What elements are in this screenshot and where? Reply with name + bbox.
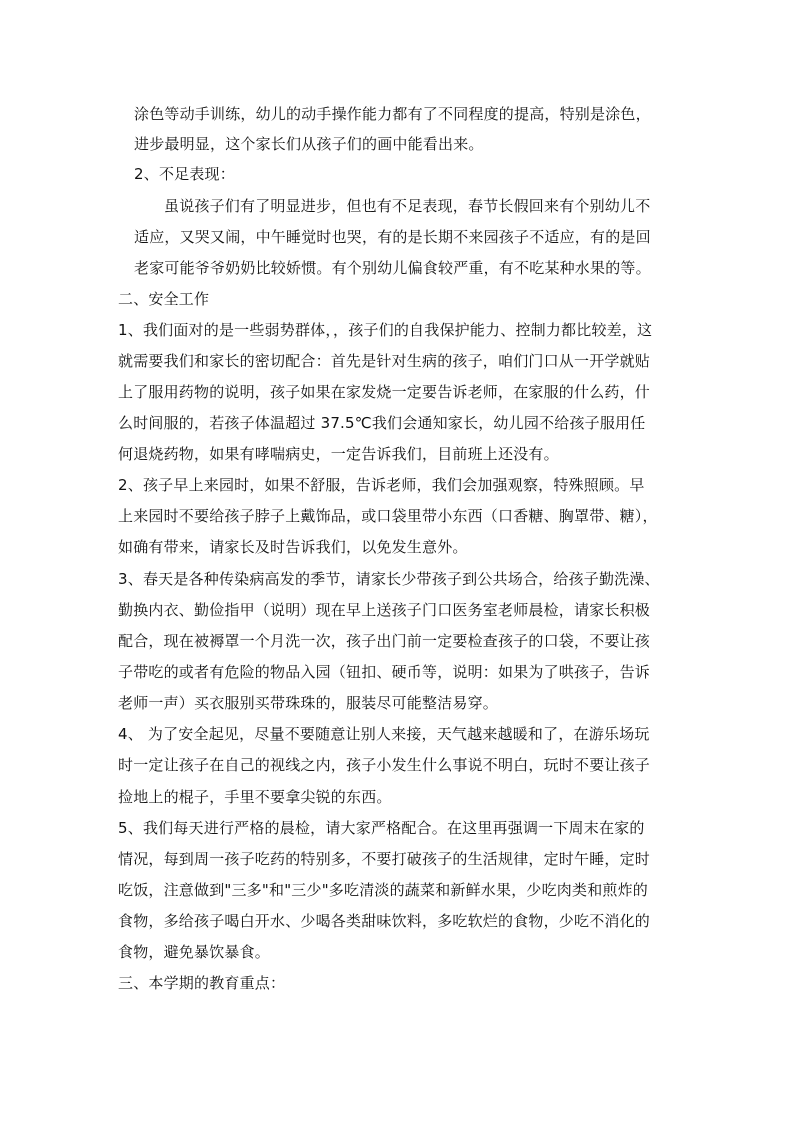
list-item-line: 2、孩子早上来园时，如果不舒服，告诉老师，我们会加强观察，特殊照顾。早 <box>118 476 645 494</box>
list-item-line: 捡地上的棍子，手里不要拿尖锐的东西。 <box>118 788 392 806</box>
paragraph-line: 虽说孩子们有了明显进步，但也有不足表现，春节长假回来有个别幼儿不 <box>164 197 651 215</box>
list-item-line: 如确有带来，请家长及时告诉我们，以免发生意外。 <box>118 538 468 556</box>
list-item-line: 老师一声）买衣服别买带珠珠的，服装尽可能整洁易穿。 <box>118 694 499 712</box>
paragraph-line: 涂色等动手训练，幼儿的动手操作能力都有了不同程度的提高，特别是涂色， <box>134 105 651 123</box>
section-heading-safety: 二、安全工作 <box>118 290 210 308</box>
list-item-line: 么时间服的，若孩子体温超过 37.5℃我们会通知家长，幼儿园不给孩子服用任 <box>118 414 646 432</box>
list-item-line: 食物，多给孩子喝白开水、少喝各类甜味饮料，多吃软烂的食物，少吃不消化的 <box>118 912 651 930</box>
list-item-line: 配合，现在被褥罩一个月洗一次，孩子出门前一定要检查孩子的口袋，不要让孩 <box>118 632 651 650</box>
section-heading-education: 三、本学期的教育重点： <box>118 974 286 992</box>
list-item-line: 勤换内衣、勤俭指甲（说明）现在早上送孩子门口医务室老师晨检，请家长积极 <box>118 601 651 619</box>
list-item-line: 1、我们面对的是一些弱势群体，，孩子们的自我保护能力、控制力都比较差，这 <box>118 321 653 339</box>
list-item-line: 5、我们每天进行严格的晨检，请大家严格配合。在这里再强调一下周末在家的 <box>118 819 645 837</box>
list-item-line: 4、 为了安全起见，尽量不要随意让别人来接，天气越来越暖和了，在游乐场玩 <box>118 725 650 743</box>
list-item-line: 食物，避免暴饮暴食。 <box>118 943 271 961</box>
paragraph-line: 老家可能爷爷奶奶比较娇惯。有个别幼儿偏食较严重，有不吃某种水果的等。 <box>134 259 651 277</box>
list-item-line: 上了服用药物的说明，孩子如果在家发烧一定要告诉老师，在家服的什么药，什 <box>118 383 651 401</box>
paragraph-line: 进步最明显，这个家长们从孩子们的画中能看出来。 <box>134 135 484 153</box>
list-item-line: 吃饭，注意做到"三多"和"三少"多吃清淡的蔬菜和新鲜水果，少吃肉类和煎炸的 <box>118 881 649 899</box>
paragraph-line: 适应，又哭又闹，中午睡觉时也哭，有的是长期不来园孩子不适应，有的是回 <box>134 228 651 246</box>
list-item-line: 何退烧药物，如果有哮喘病史，一定告诉我们，目前班上还没有。 <box>118 445 559 463</box>
list-item-line: 就需要我们和家长的密切配合：首先是针对生病的孩子，咱们门口从一开学就贴 <box>118 352 651 370</box>
list-item-line: 子带吃的或者有危险的物品入园（钮扣、硬币等，说明：如果为了哄孩子，告诉 <box>118 663 651 681</box>
list-item-line: 情况，每到周一孩子吃药的特别多，不要打破孩子的生活规律，定时午睡，定时 <box>118 850 651 868</box>
list-item-line: 时一定让孩子在自己的视线之内，孩子小发生什么事说不明白，玩时不要让孩子 <box>118 756 651 774</box>
subheading-shortcomings: 2、不足表现： <box>134 165 235 183</box>
list-item-line: 3、春天是各种传染病高发的季节，请家长少带孩子到公共场合，给孩子勤洗澡、 <box>118 570 660 588</box>
list-item-line: 上来园时不要给孩子脖子上戴饰品，或口袋里带小东西（口香糖、胸罩带、糖）， <box>118 507 658 525</box>
